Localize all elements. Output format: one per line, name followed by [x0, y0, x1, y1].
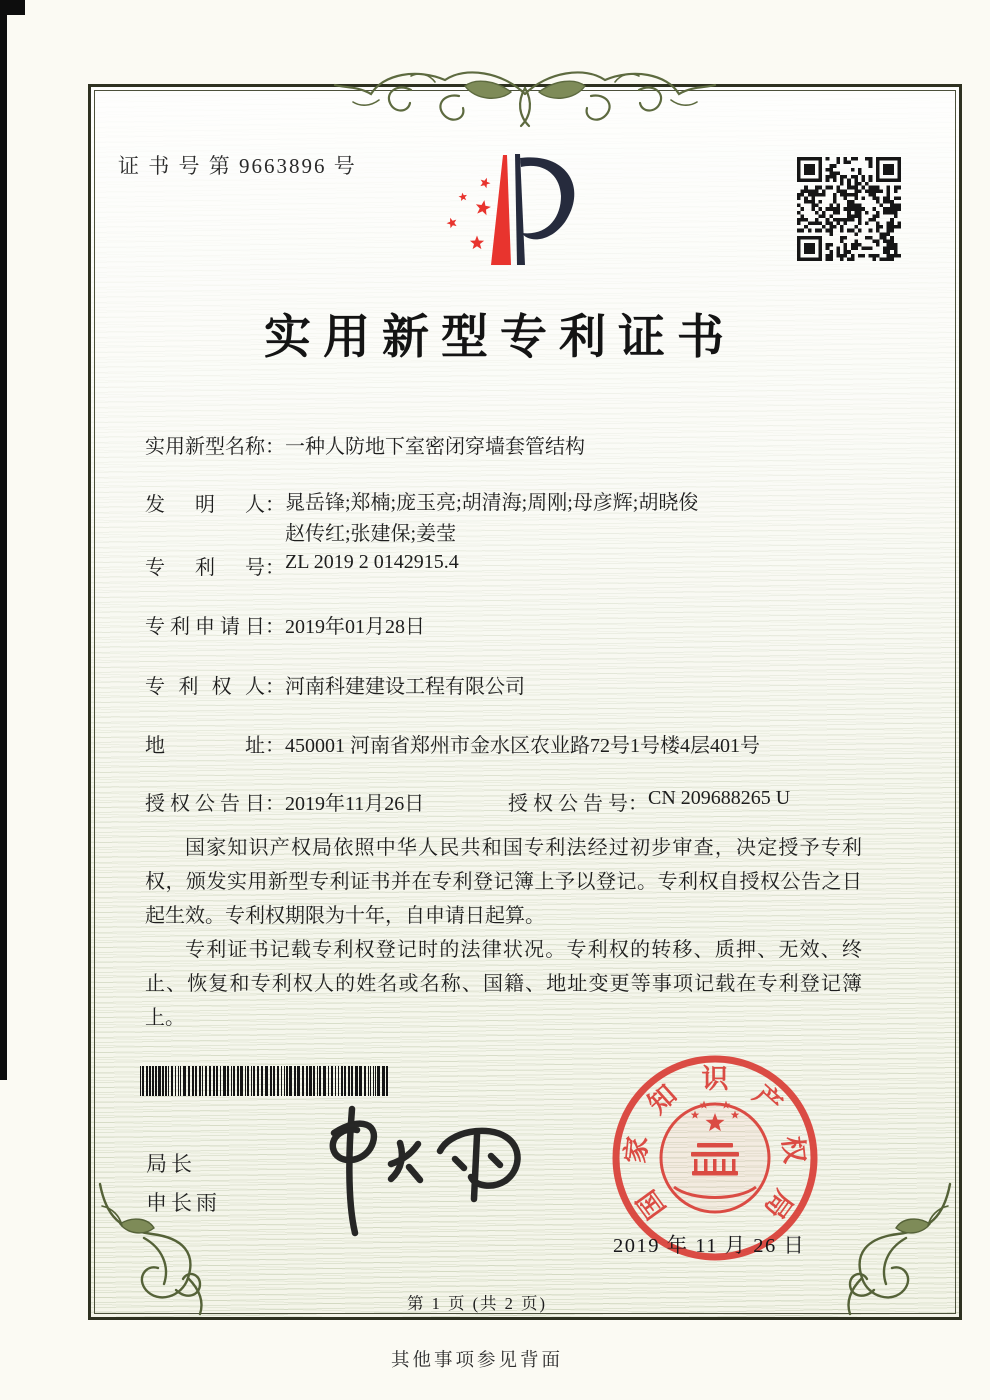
field-row-patent-number: [145, 551, 459, 580]
inventors-line-1: 晁岳锋;郑楠;庞玉亮;胡清海;周刚;母彦辉;胡晓俊: [285, 492, 699, 514]
svg-text:家: 家: [620, 1134, 653, 1165]
field-value-patentee: 河南科建建设工程有限公司: [285, 676, 525, 698]
svg-text:国: 国: [631, 1184, 672, 1225]
top-flourish-ornament-icon: [333, 54, 717, 138]
certificate-title: 实用新型专利证书: [264, 312, 736, 364]
svg-text:知: 知: [642, 1079, 683, 1120]
field-label-patent-number: 专利号: [145, 557, 265, 579]
handwritten-signature-icon: [290, 1103, 530, 1241]
field-group-grant-number: [508, 787, 790, 816]
qr-code-icon: [797, 157, 901, 261]
field-value-name: 一种人防地下室密闭穿墙套管结构: [285, 436, 585, 458]
label-colon: ：: [265, 676, 285, 698]
field-value-grant-number: CN 209688265 U: [648, 787, 791, 809]
field-value-grant-date: 2019年11月26日: [285, 793, 425, 815]
field-row-utility-model-name: [145, 430, 585, 459]
scan-artifact-corner: [0, 0, 25, 15]
field-label-grant-number: 授权公告号: [508, 793, 628, 815]
label-colon: ：: [265, 793, 285, 815]
field-value-patent-number: ZL 2019 2 0142915.4: [285, 551, 459, 573]
page-number: 第 1 页 (共 2 页): [406, 1294, 548, 1313]
svg-text:识: 识: [701, 1064, 729, 1095]
label-colon: ：: [265, 436, 285, 458]
svg-text:产: 产: [747, 1079, 788, 1120]
field-label-patentee: 专利权人: [145, 676, 265, 698]
barcode-icon: [140, 1066, 392, 1096]
legal-paragraph-2: 专利证书记载专利权登记时的法律状况。专利权的转移、质押、无效、终止、恢复和专利权人的姓名或名称、国籍、地址变更等事项记载在专利登记簿上。: [145, 939, 862, 1029]
field-row-grant: [145, 787, 862, 816]
field-label-filing-date: 专利申请日: [145, 616, 265, 638]
label-colon: ：: [265, 735, 285, 757]
inventors-line-2: 赵传红;张建保;姜莹: [285, 523, 457, 545]
label-colon: ：: [265, 616, 285, 638]
signer-name: 申长雨: [146, 1192, 221, 1215]
field-label-name: 实用新型名称: [145, 436, 265, 458]
field-label-address: 地址: [145, 735, 265, 757]
svg-text:权: 权: [777, 1134, 810, 1165]
field-row-filing-date: [145, 610, 425, 639]
signer-title: 局长: [146, 1153, 196, 1176]
legal-text-block: [145, 831, 862, 1035]
label-colon: ：: [628, 793, 648, 815]
field-row-patentee: [145, 670, 525, 699]
legal-paragraph-1: 国家知识产权局依照中华人民共和国专利法经过初步审查，决定授予专利权，颁发实用新型专利证书并在专利登记簿上予以登记。专利权自授权公告之日起生效。专利权期限为十年，自申请日起算。: [145, 837, 862, 927]
cnipa-logo-icon: [425, 138, 610, 286]
field-value-address: 450001 河南省郑州市金水区农业路72号1号楼4层401号: [285, 735, 760, 757]
field-value-inventors: [285, 488, 698, 550]
seal-date: 2019 年 11 月 26 日: [613, 1235, 806, 1257]
field-value-filing-date: 2019年01月28日: [285, 616, 425, 638]
scan-artifact-left-bar: [0, 0, 7, 1080]
field-label-grant-date: 授权公告日: [145, 793, 265, 815]
svg-text:局: 局: [758, 1184, 799, 1225]
back-side-note: 其他事项参见背面: [390, 1351, 563, 1371]
field-row-inventors: [145, 488, 698, 550]
field-row-address: [145, 729, 760, 758]
label-colon: ：: [265, 557, 285, 579]
field-label-inventors: 发明人: [145, 494, 265, 516]
label-colon: ：: [265, 494, 285, 516]
certificate-number: 证 书 号 第 9663896 号: [118, 154, 357, 178]
